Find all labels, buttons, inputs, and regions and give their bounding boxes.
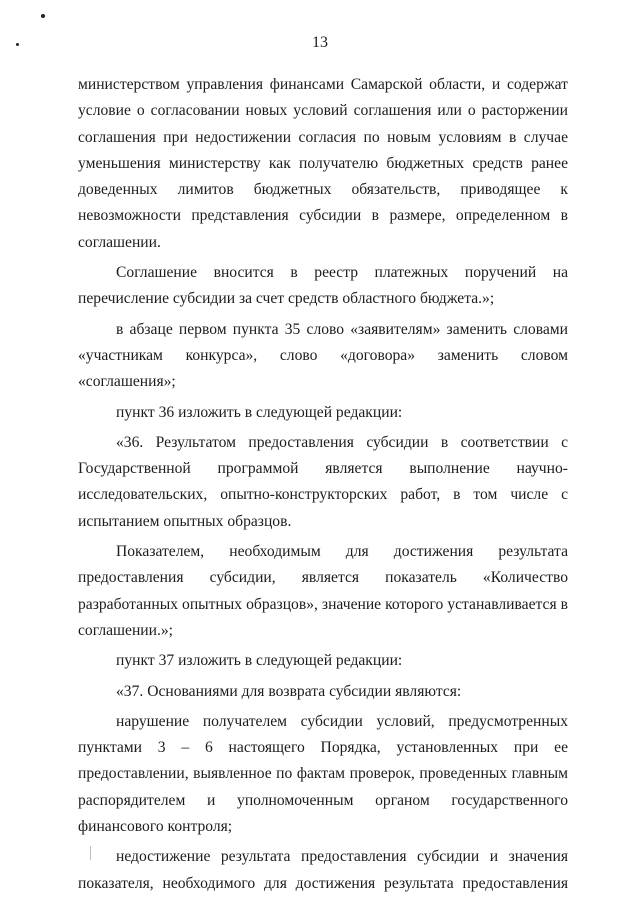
paragraph-line: нарушение получателем субсидии условий, предусмотренных: [116, 712, 568, 730]
paragraph-line: соглашении.»;: [78, 621, 174, 639]
paragraph-line: предоставления субсидии, является показатель «Количество: [78, 569, 568, 587]
page-number: 13: [312, 34, 328, 51]
paragraph-line: невозможности представления субсидии в размере, определенном в: [78, 207, 568, 225]
document-body: [78, 72, 568, 897]
paragraph-line: в абзаце первом пункта 35 слово «заявителям» заменить словами: [116, 320, 568, 338]
paragraph-line: «36. Результатом предоставления субсидии в соответствии с: [116, 433, 568, 451]
paragraph-line: пункт 36 изложить в следующей редакции:: [116, 403, 403, 421]
paragraph-line: распорядителем и уполномоченным органом государственного: [78, 791, 568, 809]
paragraph-line: испытанием опытных образцов.: [78, 512, 292, 530]
paragraph-line: перечисление субсидии за счет средств областного бюджета.»;: [78, 290, 495, 308]
paragraph-line: «участникам конкурса», слово «договора» заменить словом «соглашения»;: [78, 346, 568, 391]
paragraph-line: соглашении.: [78, 233, 161, 251]
paragraph-line: исследовательских, опытно-конструкторских работ, в том числе с: [78, 486, 568, 504]
paragraph-line: Государственной программой является выполнение научно-: [78, 460, 568, 478]
paragraph-line: министерством управления финансами Самарской области, и содержат: [78, 76, 568, 93]
paragraph-line: пункт 37 изложить в следующей редакции:: [116, 652, 403, 670]
paragraph-line: соглашения при недостижении согласия по новым условиям в случае: [78, 128, 568, 146]
paragraph-line: финансового контроля;: [78, 818, 233, 836]
paragraph-line: Показателем, необходимым для достижения результата: [116, 543, 568, 561]
paragraph-line: «37. Основаниями для возврата субсидии являются:: [116, 682, 462, 700]
paragraph-line: доведенных лимитов бюджетных обязательств, приводящее к: [78, 181, 568, 199]
paragraph-line: показателя, необходимого для достижения результата предоставления: [78, 874, 568, 892]
paragraph-line: уменьшения министерству как получателю бюджетных средств ранее: [78, 154, 568, 172]
scan-dot: [41, 14, 45, 18]
paragraph-line: условие о согласовании новых условий соглашения или о расторжении: [78, 102, 568, 120]
paragraph-line: предоставлении, выявленное по фактам проверок, проведенных главным: [78, 765, 568, 783]
paragraph-line: разработанных опытных образцов», значение которого устанавливается в: [78, 595, 568, 613]
paragraph-line: пунктами 3 – 6 настоящего Порядка, установленных при ее: [78, 739, 568, 757]
paragraph-line: недостижение результата предоставления субсидии и значения: [116, 848, 568, 866]
paragraph-line: Соглашение вносится в реестр платежных поручений на: [116, 264, 568, 282]
